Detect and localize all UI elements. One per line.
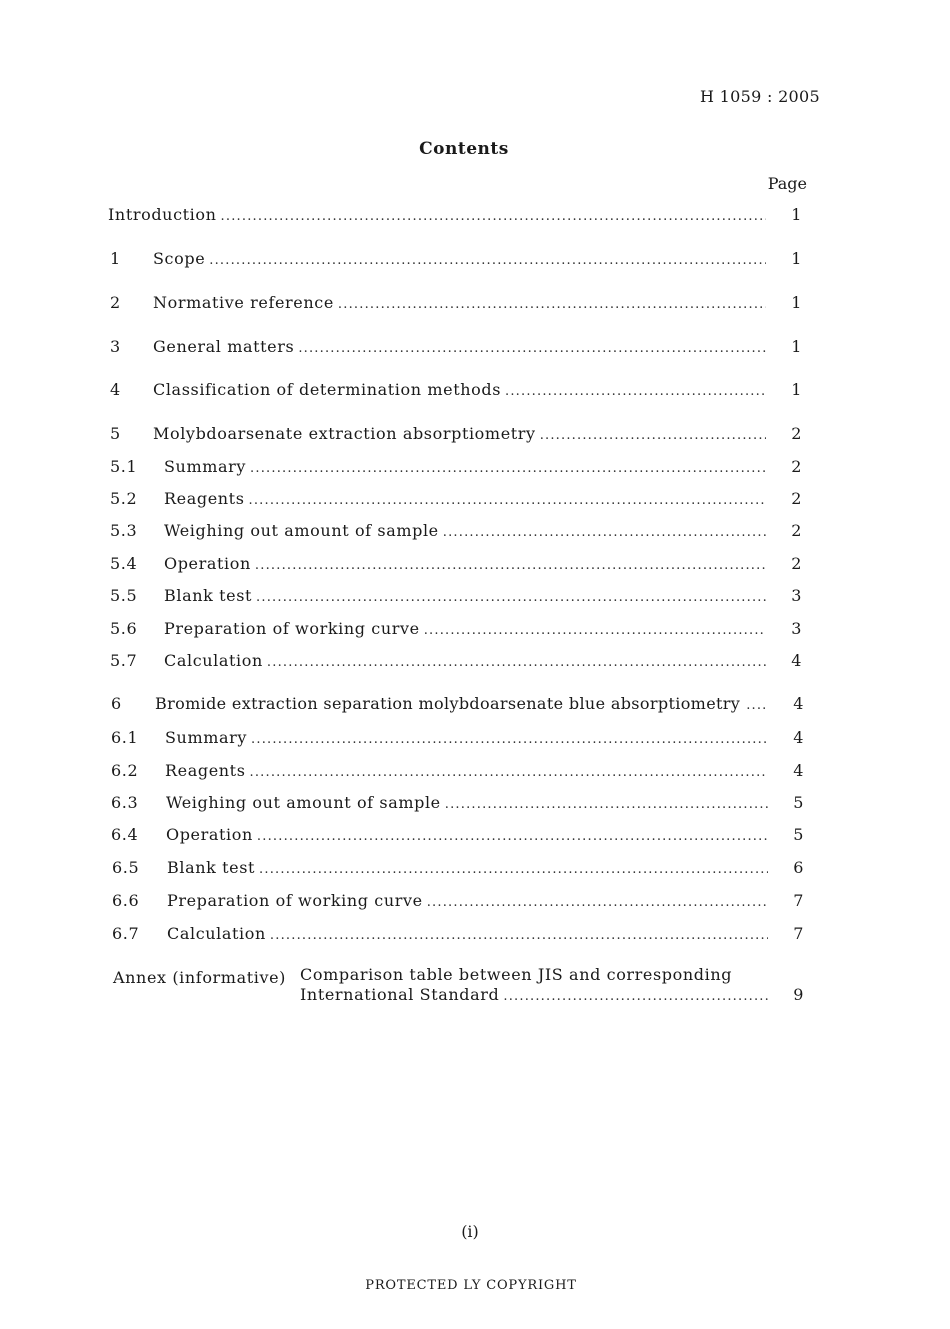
toc-entry-introduction[interactable] xyxy=(108,205,802,224)
toc-entry-label: Preparation of working curve xyxy=(164,619,420,638)
toc-entry-number: 5.7 xyxy=(110,651,138,670)
toc-entry-number: 5.3 xyxy=(110,521,138,540)
annex-page: 9 xyxy=(793,985,804,1004)
toc-entry-label: Weighing out amount of sample xyxy=(164,521,439,540)
toc-entry-page: 4 xyxy=(793,694,804,713)
toc-entry-page: 1 xyxy=(791,205,802,224)
toc-entry-label: Reagents xyxy=(164,489,245,508)
dot-leader xyxy=(267,655,766,670)
toc-entry-6-3[interactable] xyxy=(111,793,804,812)
toc-entry-label: Introduction xyxy=(108,205,217,224)
toc-entry-number: 2 xyxy=(110,293,121,312)
toc-entry-number: 6.6 xyxy=(112,891,140,910)
toc-entry-page: 2 xyxy=(791,521,802,540)
toc-entry-label: Operation xyxy=(164,554,251,573)
page-column-heading: Page xyxy=(767,174,807,193)
toc-entry-6[interactable] xyxy=(111,694,804,713)
toc-entry-1[interactable] xyxy=(110,249,802,268)
toc-entry-5-5[interactable] xyxy=(110,586,802,605)
toc-entry-label: Calculation xyxy=(164,651,263,670)
dot-leader xyxy=(443,525,766,540)
toc-entry-label: Classification of determination methods xyxy=(153,380,502,399)
dot-leader xyxy=(259,862,768,877)
dot-leader xyxy=(256,590,766,605)
toc-entry-number: 6 xyxy=(111,694,122,713)
toc-entry-5-4[interactable] xyxy=(110,554,802,573)
dot-leader xyxy=(249,493,766,508)
toc-entry-label: Summary xyxy=(165,728,248,747)
dot-leader xyxy=(250,765,768,780)
toc-entry-5[interactable] xyxy=(110,424,802,443)
toc-entry-number: 4 xyxy=(110,380,121,399)
toc-entry-label: Reagents xyxy=(165,761,246,780)
toc-entry-page: 2 xyxy=(791,457,802,476)
dot-leader xyxy=(209,253,766,268)
toc-entry-5-3[interactable] xyxy=(110,521,802,540)
toc-entry-page: 3 xyxy=(791,586,802,605)
toc-entry-6-6[interactable] xyxy=(112,891,804,910)
toc-entry-3[interactable] xyxy=(110,337,802,356)
toc-entry-number: 5.4 xyxy=(110,554,138,573)
toc-entry-number: 3 xyxy=(110,337,121,356)
toc-entry-label: Bromide extraction separation molybdoarsenate blue absorptiometry xyxy=(155,694,741,713)
toc-entry-label: General matters xyxy=(153,337,295,356)
dot-leader xyxy=(445,797,768,812)
dot-leader xyxy=(338,297,766,312)
annex-title-line1: Comparison table between JIS and corresponding xyxy=(300,965,733,984)
annex-title-line2: International Standard xyxy=(300,985,500,1004)
toc-entry-5-7[interactable] xyxy=(110,651,802,670)
toc-entry-label: Weighing out amount of sample xyxy=(166,793,441,812)
annex-title-line2-row xyxy=(300,985,804,1004)
toc-entry-page: 4 xyxy=(791,651,802,670)
toc-entry-label: Operation xyxy=(166,825,253,844)
toc-entry-label: Summary xyxy=(164,457,247,476)
toc-entry-page: 6 xyxy=(793,858,804,877)
toc-entry-page: 5 xyxy=(793,793,804,812)
page-folio: (i) xyxy=(461,1222,479,1241)
toc-entry-number: 6.4 xyxy=(111,825,139,844)
toc-entry-6-4[interactable] xyxy=(111,825,804,844)
toc-entry-number: 5.1 xyxy=(110,457,138,476)
toc-entry-number: 6.3 xyxy=(111,793,139,812)
toc-entry-page: 1 xyxy=(791,293,802,312)
document-id: H 1059 : 2005 xyxy=(700,87,820,106)
dot-leader xyxy=(298,341,766,356)
toc-entry-label: Blank test xyxy=(164,586,253,605)
dot-leader xyxy=(255,558,766,573)
contents-title: Contents xyxy=(419,139,509,159)
dot-leader xyxy=(503,989,768,1004)
toc-entry-page: 1 xyxy=(791,337,802,356)
toc-entry-number: 6.7 xyxy=(112,924,140,943)
toc-entry-5-1[interactable] xyxy=(110,457,802,476)
dot-leader xyxy=(746,698,768,713)
toc-entry-6-2[interactable] xyxy=(111,761,804,780)
dot-leader xyxy=(427,895,768,910)
copyright-footer: PROTECTED LY COPYRIGHT xyxy=(365,1278,577,1293)
dot-leader xyxy=(221,209,766,224)
toc-entry-page: 1 xyxy=(791,249,802,268)
toc-entry-page: 3 xyxy=(791,619,802,638)
toc-entry-5-2[interactable] xyxy=(110,489,802,508)
toc-entry-label: Calculation xyxy=(167,924,266,943)
toc-entry-number: 5.5 xyxy=(110,586,138,605)
toc-entry-number: 5.2 xyxy=(110,489,138,508)
toc-entry-number: 5 xyxy=(110,424,121,443)
toc-entry-label: Normative reference xyxy=(153,293,334,312)
toc-entry-page: 7 xyxy=(793,924,804,943)
dot-leader xyxy=(251,732,768,747)
toc-entry-label: Preparation of working curve xyxy=(167,891,423,910)
toc-entry-number: 6.1 xyxy=(111,728,139,747)
dot-leader xyxy=(540,428,766,443)
toc-entry-number: 1 xyxy=(110,249,121,268)
toc-entry-2[interactable] xyxy=(110,293,802,312)
toc-entry-label: Blank test xyxy=(167,858,256,877)
toc-entry-page: 5 xyxy=(793,825,804,844)
toc-entry-page: 4 xyxy=(793,728,804,747)
toc-entry-5-6[interactable] xyxy=(110,619,802,638)
toc-entry-6-5[interactable] xyxy=(112,858,804,877)
annex-tag: Annex (informative) xyxy=(113,968,287,987)
toc-entry-6-1[interactable] xyxy=(111,728,804,747)
toc-entry-4[interactable] xyxy=(110,380,802,399)
toc-entry-label: Scope xyxy=(153,249,206,268)
toc-entry-6-7[interactable] xyxy=(112,924,804,943)
toc-entry-page: 2 xyxy=(791,554,802,573)
dot-leader xyxy=(424,623,766,638)
toc-entry-page: 2 xyxy=(791,424,802,443)
dot-leader xyxy=(505,384,766,399)
toc-entry-number: 6.2 xyxy=(111,761,139,780)
toc-entry-page: 1 xyxy=(791,380,802,399)
dot-leader xyxy=(270,928,768,943)
toc-entry-number: 5.6 xyxy=(110,619,138,638)
toc-entry-number: 6.5 xyxy=(112,858,140,877)
toc-entry-page: 2 xyxy=(791,489,802,508)
toc-entry-label: Molybdoarsenate extraction absorptiometry xyxy=(153,424,536,443)
toc-entry-page: 4 xyxy=(793,761,804,780)
dot-leader xyxy=(250,461,766,476)
toc-entry-page: 7 xyxy=(793,891,804,910)
dot-leader xyxy=(257,829,768,844)
